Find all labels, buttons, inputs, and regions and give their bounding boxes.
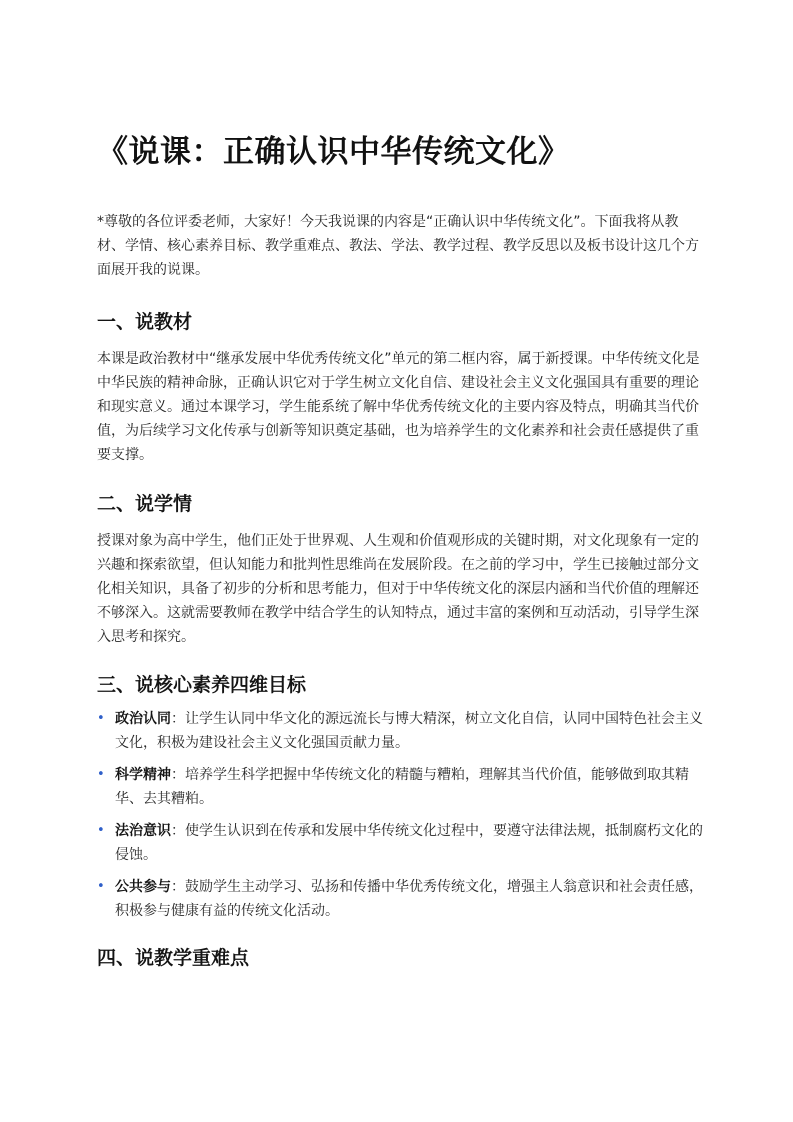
section-heading-textbook: 一、说教材 <box>97 311 193 333</box>
document-page <box>97 128 703 972</box>
goal-text: 培养学生科学把握中华传统文化的精髓与糟粕，理解其当代价值，能够做到取其精华、去其糟粕。 <box>115 767 689 807</box>
goal-term: 法治意识 <box>115 823 171 839</box>
list-item <box>97 763 703 811</box>
goal-separator: ： <box>171 767 185 783</box>
section-heading-core-goals: 三、说核心素养四维目标 <box>97 674 307 696</box>
goal-text: 让学生认同中华文化的源远流长与博大精深，树立文化自信，认同中国特色社会主义文化，积极为建设社会主义文化强国贡献力量。 <box>115 711 703 751</box>
section-body-students: 授课对象为高中学生，他们正处于世界观、人生观和价值观形成的关键时期，对文化现象有一定的兴趣和探索欲望，但认知能力和批判性思维尚在发展阶段。在之前的学习中，学生已接触过部分文化相关知识，具备了初步的分析和思考能力，但对于中华传统文化的深层内涵和当代价值的理解还不够深入。这就需要教师在教学中结合学生的认知特点，通过丰富的案例和互动活动，引导学生深入思考和探究。 <box>97 533 699 645</box>
bullet-icon: • <box>97 823 105 838</box>
goal-term: 科学精神 <box>115 767 171 783</box>
goal-separator: ： <box>171 711 185 727</box>
list-item <box>97 707 703 755</box>
bullet-icon: • <box>97 767 105 782</box>
section-body-textbook: 本课是政治教材中“继承发展中华优秀传统文化”单元的第二框内容，属于新授课。中华传统文化是中华民族的精神命脉，正确认识它对于学生树立文化自信、建设社会主义文化强国具有重要的理论和现实意义。通过本课学习，学生能系统了解中华优秀传统文化的主要内容及特点，明确其当代价值，为后续学习文化传承与创新等知识奠定基础，也为培养学生的文化素养和社会责任感提供了重要支撑。 <box>97 351 700 463</box>
list-item <box>97 819 703 867</box>
document-title: 《说课：正确认识中华传统文化》 <box>97 134 570 170</box>
intro-paragraph: *尊敬的各位评委老师，大家好！今天我说课的内容是“正确认识中华传统文化”。下面我将从教材、学情、核心素养目标、教学重难点、教法、学法、教学过程、教学反思以及板书设计这几个方面展开我的说课。 <box>97 214 699 278</box>
bullet-icon: • <box>97 711 105 726</box>
goal-text: 使学生认识到在传承和发展中华传统文化过程中，要遵守法律法规，抵制腐朽文化的侵蚀。 <box>115 823 703 863</box>
bullet-icon: • <box>97 879 105 894</box>
goal-term: 政治认同 <box>115 711 171 727</box>
section-heading-students: 二、说学情 <box>97 493 193 515</box>
goal-separator: ： <box>171 823 185 839</box>
core-goals-list <box>97 707 703 923</box>
goal-separator: ： <box>171 879 185 895</box>
list-item <box>97 875 703 923</box>
goal-text: 鼓励学生主动学习、弘扬和传播中华优秀传统文化，增强主人翁意识和社会责任感，积极参与健康有益的传统文化活动。 <box>115 879 703 919</box>
section-heading-key-points: 四、说教学重难点 <box>97 947 250 969</box>
goal-term: 公共参与 <box>115 879 171 895</box>
